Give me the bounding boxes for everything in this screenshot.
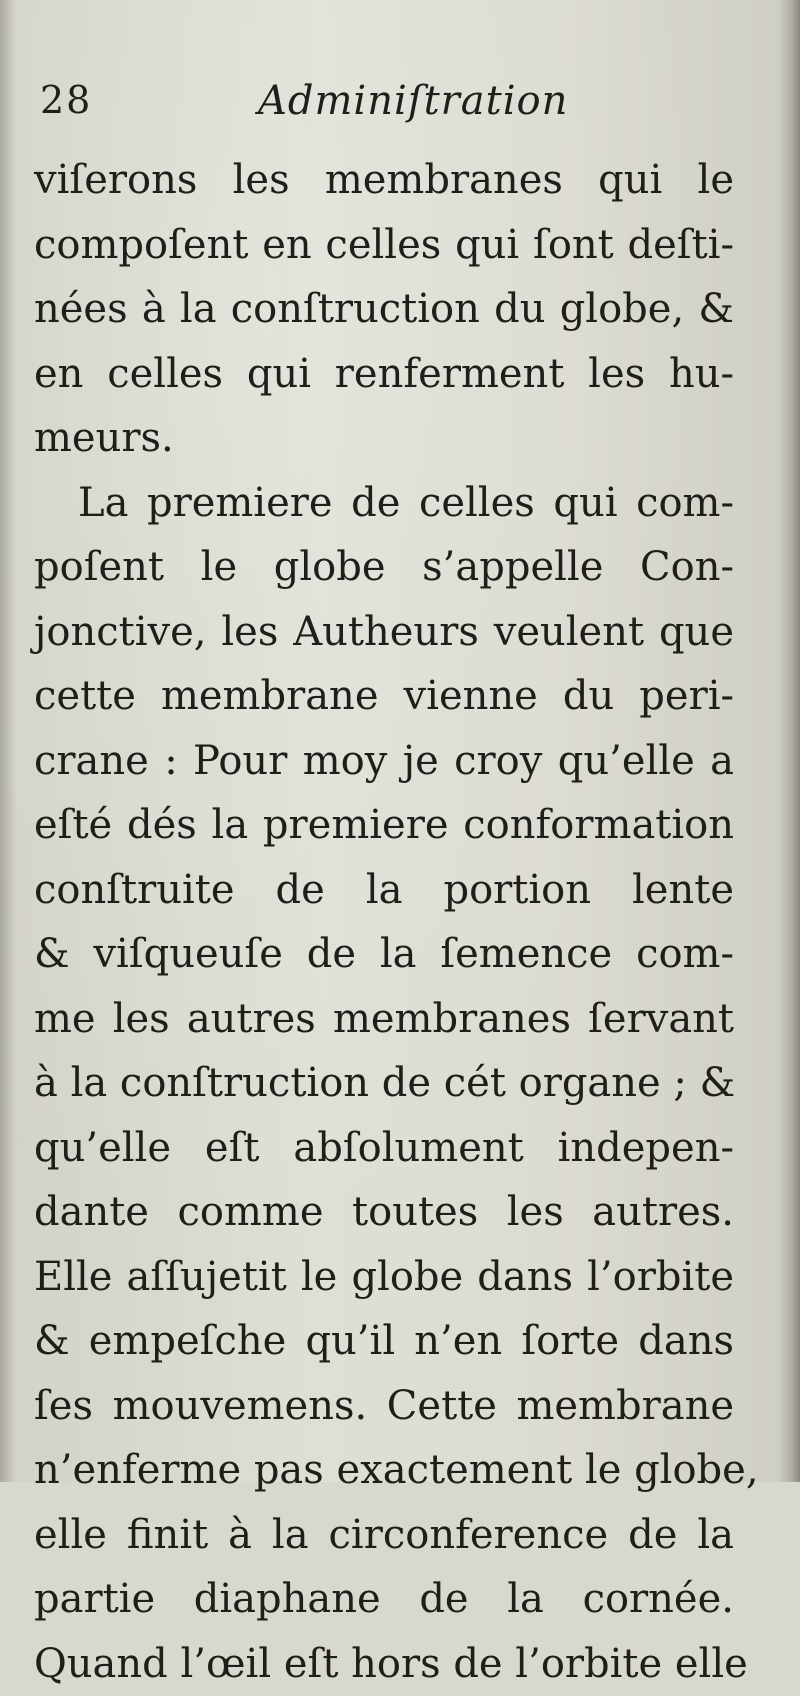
- page-edge-shadow: [778, 0, 800, 1482]
- text-line: Elle aſſujetit le globe dans l’orbite: [34, 1245, 734, 1310]
- text-line: & empeſche qu’il n’en ſorte dans: [34, 1309, 734, 1374]
- paragraph-first-line: La premiere de celles qui com-: [34, 471, 734, 536]
- text-line: Quand l’œil eſt hors de l’orbite elle: [34, 1632, 734, 1696]
- text-line: partie diaphane de la cornée.: [34, 1567, 734, 1632]
- text-line: cette membrane vienne du peri-: [34, 664, 734, 729]
- text-line: compoſent en celles qui ſont deſti-: [34, 213, 734, 278]
- text-line: n’enferme pas exactement le globe,: [34, 1438, 734, 1503]
- text-line: poſent le globe s’appelle Con-: [34, 535, 734, 600]
- text-line: nées à la conſtruction du globe, &: [34, 277, 734, 342]
- text-line: qu’elle eſt abſolument indepen-: [34, 1116, 734, 1181]
- text-line: jonctive, les Autheurs veulent que: [34, 600, 734, 665]
- text-line: dante comme toutes les autres.: [34, 1180, 734, 1245]
- text-line: crane : Pour moy je croy qu’elle a: [34, 729, 734, 794]
- body-text: [34, 148, 734, 1696]
- text-line: en celles qui renferment les hu-: [34, 342, 734, 407]
- text-line: meurs.: [34, 406, 734, 471]
- text-line: elle finit à la circonference de la: [34, 1503, 734, 1568]
- page-header: [40, 78, 740, 138]
- text-line: viſerons les membranes qui le: [34, 148, 734, 213]
- text-line: conſtruite de la portion lente: [34, 858, 734, 923]
- running-head: Adminiſtration: [258, 78, 568, 124]
- text-line: me les autres membranes ſervant: [34, 987, 734, 1052]
- page-number: 28: [40, 78, 92, 122]
- text-line: & viſqueuſe de la ſemence com-: [34, 922, 734, 987]
- text-line: à la conſtruction de cét organe ; &: [34, 1051, 734, 1116]
- page-gutter-shadow: [0, 0, 16, 1482]
- text-line: ſes mouvemens. Cette membrane: [34, 1374, 734, 1439]
- text-line: eſté dés la premiere conformation: [34, 793, 734, 858]
